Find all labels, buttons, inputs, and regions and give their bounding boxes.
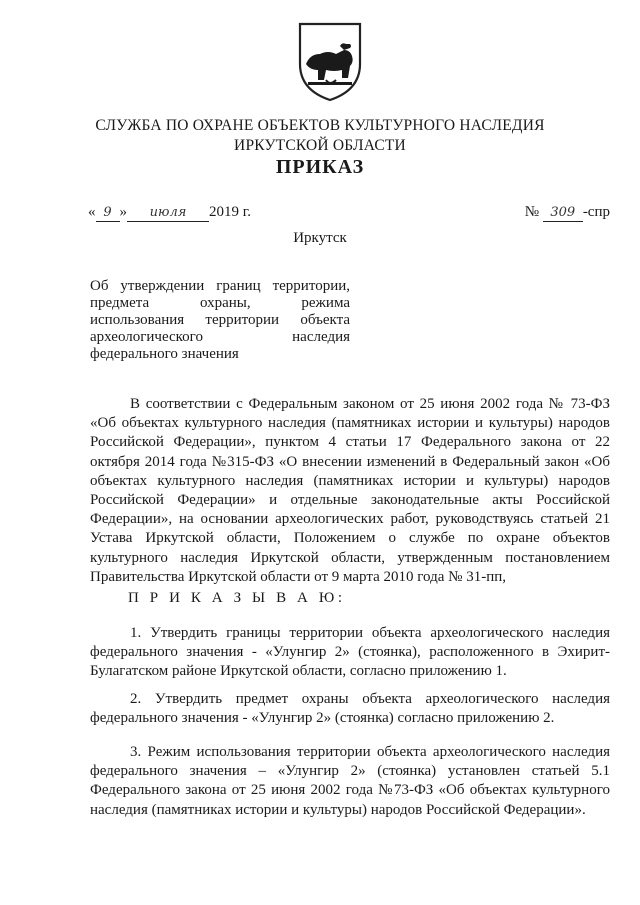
order-word: П Р И К А З Ы В А Ю: <box>128 590 346 606</box>
preamble-paragraph: В соответствии с Федеральным законом от 25 июня 2002 года № 73-ФЗ «Об объектах культурного наследия (памятниках истории и культуры) народов Российской Федерации», пунктом 4 статьи 17 Федерального закона от 22 октября 2014 года №315-ФЗ «О внесении изменений в Федеральный закон «Об объектах культурного наследия (памятниках истории и культуры) народов Российской Федерации» и отдельные законодательные акты Российской Федерации», на основании археологических работ, руководствуясь статьей 21 Устава Иркутской области, Положением о службе по охране объектов культурного наследия Иркутской области, утвержденным постановлением Правительства Иркутской области от 9 марта 2010 года № 31-пп, <box>90 396 610 585</box>
subject-line: использования территории объекта <box>90 312 350 328</box>
order-item-2: 2. Утвердить предмет охраны объекта археологического наследия федерального значения - «Улунгир 2» (стоянка) согласно приложению 2. <box>90 691 610 727</box>
date-close-quote: » <box>119 204 127 220</box>
order-item-1: 1. Утвердить границы территории объекта археологического наследия федерального значения - «Улунгир 2» (стоянка), расположенного в Эхирит-Булагатском районе Иркутской области, согласно приложению 1. <box>90 625 610 680</box>
subject-line: археологического наследия <box>90 329 350 345</box>
subject-line: федерального значения <box>90 346 239 362</box>
document-date <box>88 204 251 222</box>
number-handwritten: 309 <box>543 206 583 222</box>
number-suffix: -спр <box>582 204 610 220</box>
date-day-handwritten: 9 <box>96 206 120 222</box>
subject-line: Об утверждении границ территории, <box>90 278 350 294</box>
date-year: 2019 г. <box>209 204 251 220</box>
order-item-3: 3. Режим использования территории объекта археологического наследия федерального значения – «Улунгир 2» (стоянка) установлен статьей 5.1 Федерального закона от 25 июня 2002 года №73-ФЗ «Об объектах культурного наследия (памятниках истории и культуры) народов Российской Федерации». <box>90 744 610 818</box>
date-month-handwritten: июля <box>127 206 209 222</box>
subject-line: предмета охраны, режима <box>90 295 350 311</box>
city-name: Иркутск <box>293 230 347 246</box>
number-sign: № <box>524 204 540 220</box>
document-number <box>525 204 610 222</box>
coat-of-arms-emblem <box>296 20 364 102</box>
organization-name-line1: СЛУЖБА ПО ОХРАНЕ ОБЪЕКТОВ КУЛЬТУРНОГО НАСЛЕДИЯ <box>95 117 545 134</box>
date-open-quote: « <box>88 204 96 220</box>
document-title: ПРИКАЗ <box>275 156 365 178</box>
order-subject <box>90 278 350 363</box>
organization-name-line2: ИРКУТСКОЙ ОБЛАСТИ <box>234 137 406 154</box>
